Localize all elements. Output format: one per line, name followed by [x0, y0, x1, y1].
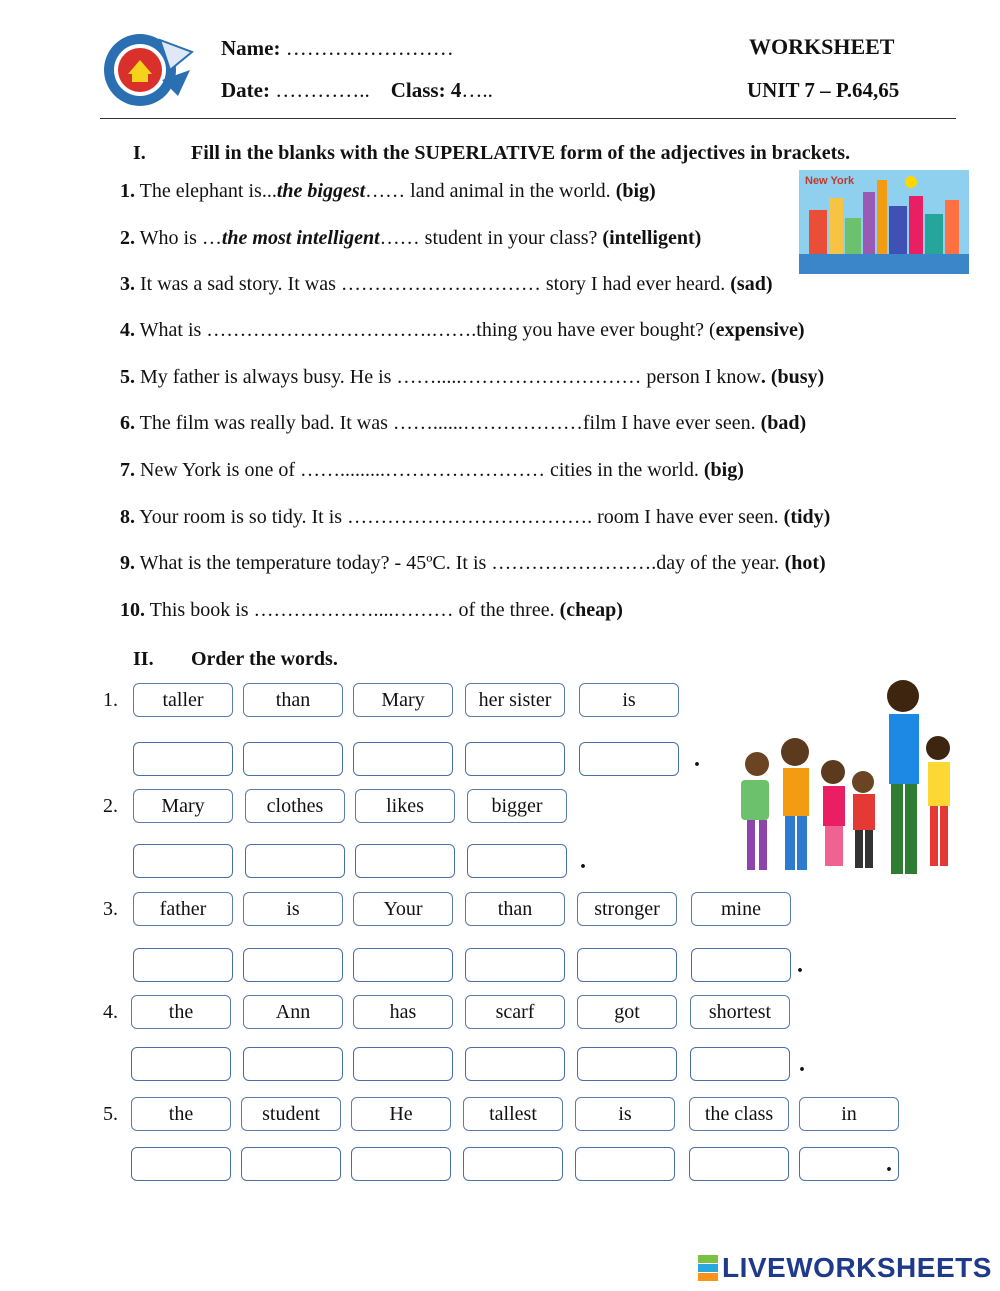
answer-drop-box[interactable] — [351, 1147, 451, 1181]
question-5 — [120, 366, 824, 389]
answer-drop-box[interactable] — [577, 948, 677, 982]
question-10 — [120, 599, 623, 622]
adjective-hint: expensive) — [715, 319, 805, 341]
order-item-number: 2. — [103, 795, 118, 817]
date-class-line — [221, 78, 493, 103]
word-tile[interactable]: Ann — [243, 995, 343, 1029]
header-divider — [100, 118, 956, 119]
section1-instruction: Fill in the blanks with the SUPERLATIVE form of the adjectives in brackets. — [191, 142, 851, 164]
question-7 — [120, 459, 744, 482]
word-tile[interactable]: bigger — [467, 789, 567, 823]
order-item-number: 3. — [103, 898, 118, 920]
answer-drop-box[interactable] — [133, 844, 233, 878]
question-3 — [120, 273, 772, 296]
question-number: 7. — [120, 459, 135, 481]
word-tile[interactable]: her sister — [465, 683, 565, 717]
word-tile[interactable]: mine — [691, 892, 791, 926]
word-tile[interactable]: got — [577, 995, 677, 1029]
question-text: It was a sad story. It was ………………………… story I had ever heard. — [135, 273, 731, 295]
adjective-hint: (big) — [615, 180, 656, 202]
answer-drop-box[interactable] — [579, 742, 679, 776]
sentence-period: . — [799, 1051, 805, 1077]
question-text: …… student in your class? — [379, 227, 603, 249]
worksheet-title: WORKSHEET — [749, 34, 895, 59]
question-text: What is the temperature today? - 45ºC. It is …………………….day of the year. — [135, 552, 785, 574]
answer-drop-box[interactable] — [353, 948, 453, 982]
word-tile[interactable]: Mary — [353, 683, 453, 717]
question-text: …… land animal in the world. — [365, 180, 616, 202]
question-text: This book is ………………....……… of the three. — [145, 599, 560, 621]
answer-drop-box[interactable] — [689, 1147, 789, 1181]
answer-drop-box[interactable] — [353, 1047, 453, 1081]
answer-drop-box[interactable] — [799, 1147, 899, 1181]
section2-roman: II. — [133, 648, 154, 670]
word-tile[interactable]: than — [465, 892, 565, 926]
school-logo — [100, 30, 200, 110]
word-tile[interactable]: the class — [689, 1097, 789, 1131]
children-illustration — [733, 672, 953, 882]
question-text: Your room is so tidy. It is ………………………………. room I have ever seen. — [135, 506, 784, 528]
word-tile[interactable]: is — [243, 892, 343, 926]
word-tile[interactable]: father — [133, 892, 233, 926]
word-tile[interactable]: likes — [355, 789, 455, 823]
question-8 — [120, 506, 830, 529]
word-tile[interactable]: shortest — [690, 995, 790, 1029]
question-number: 8. — [120, 506, 135, 528]
answer-drop-box[interactable] — [241, 1147, 341, 1181]
word-tile[interactable]: student — [241, 1097, 341, 1131]
name-line — [221, 36, 454, 61]
answer-blank[interactable]: the most intelligent — [221, 227, 380, 249]
word-tile[interactable]: in — [799, 1097, 899, 1131]
answer-drop-box[interactable] — [691, 948, 791, 982]
question-number: 2. — [120, 227, 135, 249]
adjective-hint: (big) — [703, 459, 744, 481]
question-text: My father is always busy. He is …….....……………………… person I know — [135, 366, 761, 388]
question-4 — [120, 319, 805, 342]
section2-instruction: Order the words. — [191, 648, 338, 670]
answer-drop-box[interactable] — [131, 1147, 231, 1181]
question-text: The film was really bad. It was ……......………………film I have ever seen. — [135, 412, 761, 434]
sentence-period: . — [580, 848, 586, 874]
unit-label: UNIT 7 – P.64,65 — [747, 78, 900, 102]
word-tile[interactable]: stronger — [577, 892, 677, 926]
answer-drop-box[interactable] — [465, 742, 565, 776]
answer-drop-box[interactable] — [463, 1147, 563, 1181]
word-tile[interactable]: is — [575, 1097, 675, 1131]
brand-text: LIVEWORKSHEETS — [722, 1252, 992, 1283]
question-text: What is …………………………….…….thing you have ever bought? ( — [135, 319, 716, 341]
adjective-hint: (hot) — [784, 552, 826, 574]
answer-drop-box[interactable] — [131, 1047, 231, 1081]
answer-drop-box[interactable] — [133, 948, 233, 982]
question-number: 9. — [120, 552, 135, 574]
question-number: 5. — [120, 366, 135, 388]
question-2 — [120, 227, 701, 250]
word-tile[interactable]: the — [131, 995, 231, 1029]
question-text: The elephant is... — [135, 180, 277, 202]
sentence-period: . — [797, 952, 803, 978]
sentence-period: . — [886, 1151, 892, 1177]
class-blank[interactable]: ….. — [461, 78, 493, 102]
brand-icon — [698, 1255, 718, 1281]
sentence-period: . — [694, 746, 700, 772]
word-tile[interactable]: Mary — [133, 789, 233, 823]
answer-drop-box[interactable] — [243, 742, 343, 776]
answer-drop-box[interactable] — [690, 1047, 790, 1081]
order-item-number: 4. — [103, 1001, 118, 1023]
answer-drop-box[interactable] — [465, 1047, 565, 1081]
class-label: Class: 4 — [390, 78, 462, 102]
answer-drop-box[interactable] — [133, 742, 233, 776]
question-text: Who is … — [135, 227, 222, 249]
answer-drop-box[interactable] — [355, 844, 455, 878]
adjective-hint: (intelligent) — [602, 227, 702, 249]
order-item-number: 1. — [103, 689, 118, 711]
adjective-hint: (bad) — [760, 412, 807, 434]
word-tile[interactable]: He — [351, 1097, 451, 1131]
word-tile[interactable]: tallest — [463, 1097, 563, 1131]
question-number: 3. — [120, 273, 135, 295]
word-tile[interactable]: has — [353, 995, 453, 1029]
question-number: 10. — [120, 599, 145, 621]
answer-blank[interactable]: the biggest — [276, 180, 366, 202]
question-6 — [120, 412, 806, 435]
new-york-image — [799, 170, 969, 274]
adjective-hint: (sad) — [730, 273, 773, 295]
section1-roman: I. — [133, 142, 146, 164]
question-text: New York is one of …….........…………………… cities in the world. — [135, 459, 704, 481]
question-9 — [120, 552, 826, 575]
word-tile[interactable]: scarf — [465, 995, 565, 1029]
adjective-hint: (tidy) — [783, 506, 831, 528]
word-tile[interactable]: Your — [353, 892, 453, 926]
question-number: 4. — [120, 319, 135, 341]
answer-drop-box[interactable] — [245, 844, 345, 878]
word-tile[interactable]: is — [579, 683, 679, 717]
adjective-hint: . (busy) — [760, 366, 825, 388]
answer-drop-box[interactable] — [465, 948, 565, 982]
name-label: Name: — [221, 36, 281, 60]
question-1 — [120, 180, 656, 203]
word-tile[interactable]: taller — [133, 683, 233, 717]
name-blank[interactable]: …………………… — [285, 36, 454, 60]
date-blank[interactable]: ………….. — [275, 78, 370, 102]
answer-drop-box[interactable] — [243, 1047, 343, 1081]
liveworksheets-brand[interactable] — [698, 1252, 992, 1284]
answer-drop-box[interactable] — [467, 844, 567, 878]
answer-drop-box[interactable] — [575, 1147, 675, 1181]
word-tile[interactable]: clothes — [245, 789, 345, 823]
new-york-label: New York — [805, 175, 855, 187]
date-label: Date: — [221, 78, 270, 102]
order-item-number: 5. — [103, 1103, 118, 1125]
word-tile[interactable]: than — [243, 683, 343, 717]
answer-drop-box[interactable] — [243, 948, 343, 982]
answer-drop-box[interactable] — [353, 742, 453, 776]
question-number: 1. — [120, 180, 135, 202]
adjective-hint: (cheap) — [559, 599, 623, 621]
word-tile[interactable]: the — [131, 1097, 231, 1131]
question-number: 6. — [120, 412, 135, 434]
answer-drop-box[interactable] — [577, 1047, 677, 1081]
